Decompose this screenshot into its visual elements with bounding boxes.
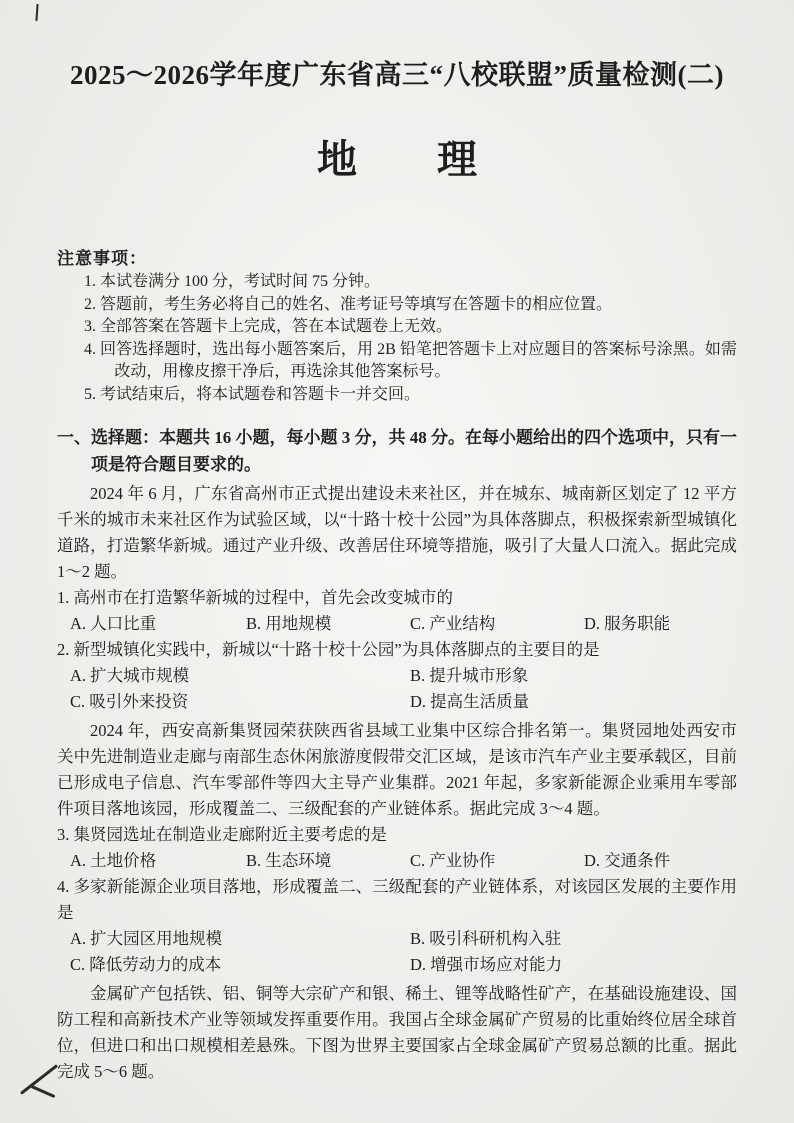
notice-item-4: 4. 回答选择题时，选出每小题答案后，用 2B 铅笔把答题卡上对应题目的答案标号涂黑。如需改动，用橡皮擦干净后，再选涂其他答案标号。: [84, 340, 737, 380]
question-2-stem: 2. 新型城镇化实践中，新城以“十路十校十公园”为具体落脚点的主要目的是: [57, 640, 600, 659]
notice-item-5: 5. 考试结束后，将本试题卷和答题卡一并交回。: [84, 385, 421, 403]
scan-artifact-bottom-2: [31, 1085, 56, 1098]
question-2-option-d: D. 提高生活质量: [410, 692, 530, 711]
notice-list: [84, 271, 737, 406]
question-4-stem: 4. 多家新能源企业项目落地，形成覆盖二、三级配套的产业链体系，对该园区发展的主要作用是: [57, 877, 737, 922]
question-1-option-c: C. 产业结构: [410, 614, 496, 633]
question-4-option-a: A. 扩大园区用地规模: [70, 929, 223, 948]
question-4-option-d: D. 增强市场应对能力: [410, 955, 563, 974]
question-2-option-c: C. 吸引外来投资: [70, 692, 189, 711]
question-3: [57, 822, 737, 874]
question-2-option-a: A. 扩大城市规模: [70, 666, 190, 685]
question-1-option-b: B. 用地规模: [246, 614, 332, 633]
question-4-option-c: C. 降低劳动力的成本: [70, 955, 222, 974]
question-1-option-d: D. 服务职能: [584, 614, 671, 633]
question-1-stem: 1. 高州市在打造繁华新城的过程中，首先会改变城市的: [57, 588, 453, 607]
section-heading-choice: 一、选择题：本题共 16 小题，每小题 3 分，共 48 分。在每小题给出的四个选项中，只有一项是符合题目要求的。: [57, 428, 737, 474]
question-4-options: [57, 926, 737, 978]
question-3-option-b: B. 生态环境: [246, 851, 332, 870]
exam-subject: 地 理: [317, 137, 477, 182]
question-1-option-a: A. 人口比重: [70, 614, 157, 633]
question-3-options: [57, 848, 737, 874]
notice-item-2: 2. 答题前，考生务必将自己的姓名、准考证号等填写在答题卡的相应位置。: [84, 295, 613, 313]
question-1: [57, 585, 737, 637]
notice-section: [57, 246, 737, 406]
question-2: [57, 637, 737, 715]
question-1-options: [57, 611, 737, 637]
passage-1: 2024 年 6 月，广东省高州市正式提出建设未来社区，并在城东、城南新区划定了 12 平方千米的城市未来社区作为试验区域，以“十路十校十公园”为具体落脚点，积极探索新型城镇化道路，打造繁华新城。通过产业升级、改善居住环境等措施，吸引了大量人口流入。据此完成 1～2 题。: [57, 484, 737, 581]
question-3-option-a: A. 土地价格: [70, 851, 157, 870]
passage-3: 金属矿产包括铁、铝、铜等大宗矿产和银、稀土、锂等战略性矿产，在基础设施建设、国防工程和高新技术产业等领域发挥重要作用。我国占全球金属矿产贸易的比重始终位居全球首位，但进口和出口规模相差悬殊。下图为世界主要国家占全球金属矿产贸易总额的比重。据此完成 5～6 题。: [57, 984, 737, 1081]
question-3-option-c: C. 产业协作: [410, 851, 496, 870]
question-4-option-b: B. 吸引科研机构入驻: [410, 929, 562, 948]
notice-heading: 注意事项：: [57, 249, 147, 268]
passage-2: 2024 年，西安高新集贤园荣获陕西省县域工业集中区综合排名第一。集贤园地处西安市关中先进制造业走廊与南部生态休闲旅游度假带交汇区域，是该市汽车产业主要承载区，目前已形成电子信息、汽车零部件等四大主导产业集群。2021 年起，多家新能源企业乘用车零部件项目落地该园，形成覆盖二、三级配套的产业链体系。据此完成 3～4 题。: [57, 721, 737, 818]
question-4: [57, 874, 737, 978]
notice-item-3: 3. 全部答案在答题卡上完成，答在本试题卷上无效。: [84, 318, 453, 335]
question-3-stem: 3. 集贤园选址在制造业走廊附近主要考虑的是: [57, 825, 387, 844]
question-2-option-b: B. 提升城市形象: [410, 666, 529, 685]
question-3-option-d: D. 交通条件: [584, 851, 671, 870]
exam-title: 2025～2026学年度广东省高三“八校联盟”质量检测(二): [70, 60, 724, 90]
question-2-options: [57, 663, 737, 715]
notice-item-1: 1. 本试卷满分 100 分，考试时间 75 分钟。: [84, 273, 381, 290]
